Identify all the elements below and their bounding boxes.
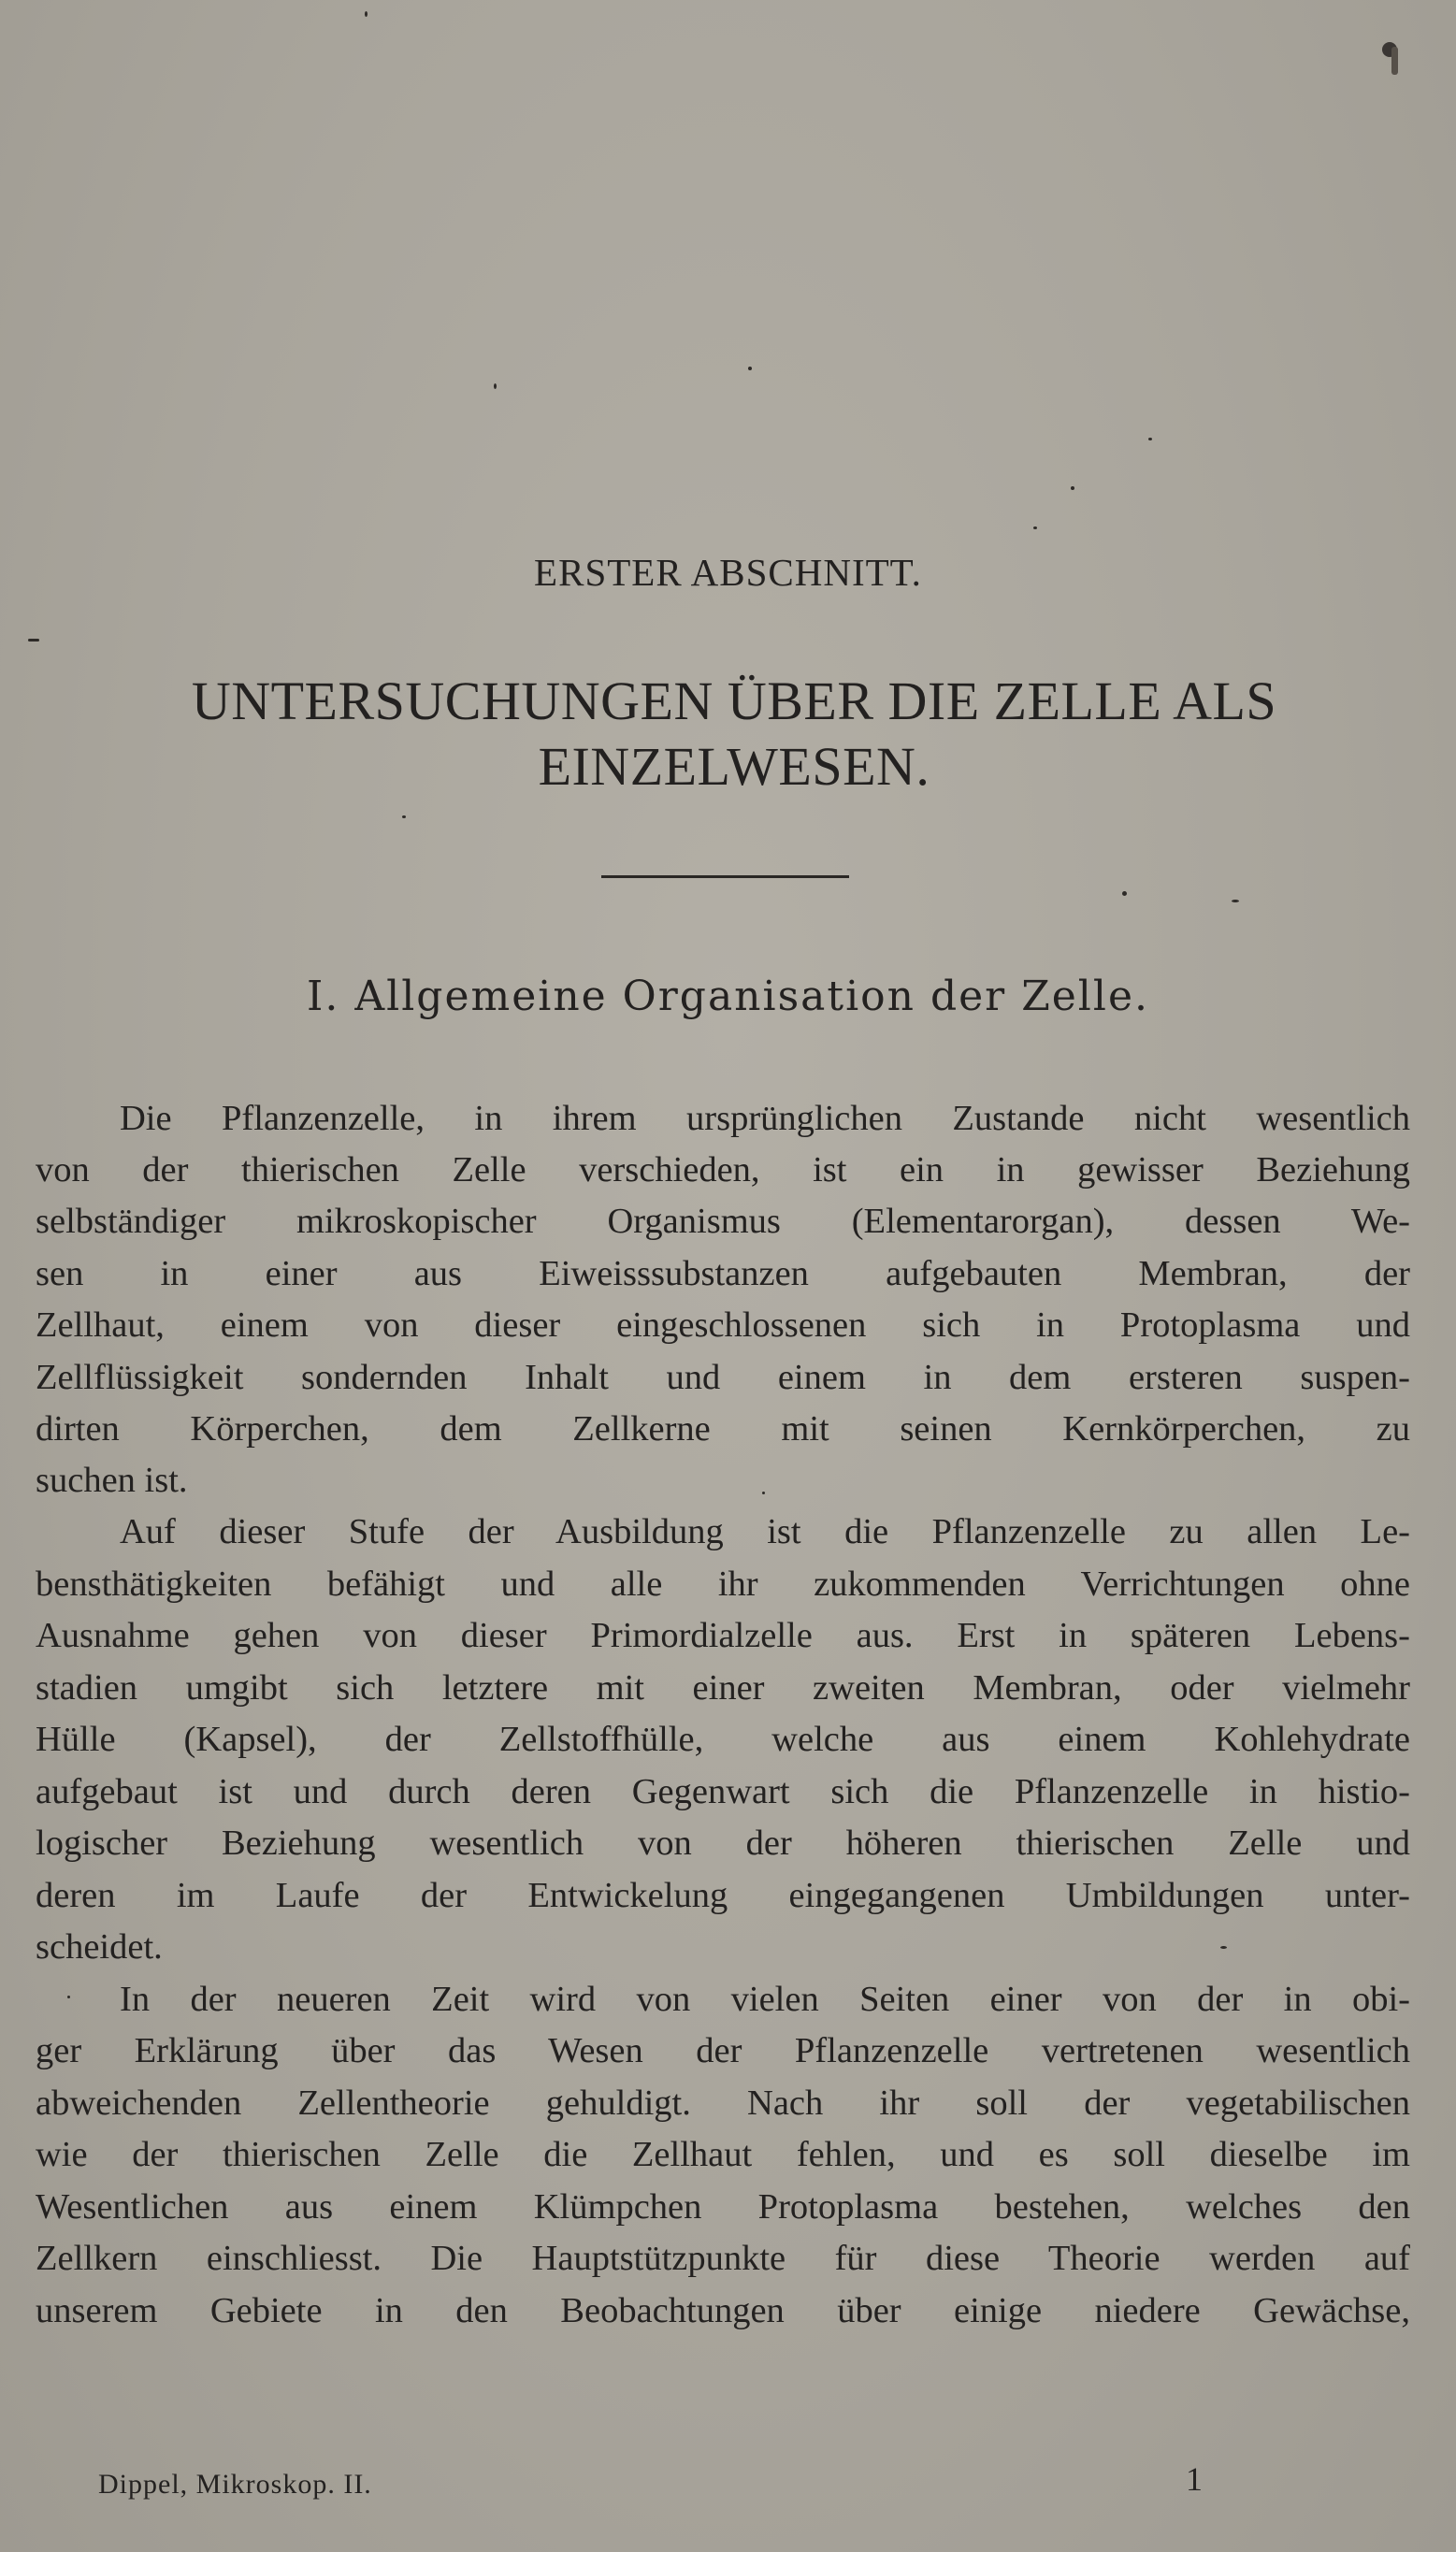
section-heading: I. Allgemeine Organisation der Zelle. (307, 973, 1149, 1020)
page-number: 1 (1186, 2460, 1203, 2498)
body-line: Auf dieser Stufe der Ausbildung ist die Pflanzenzelle zu allen Le- (120, 1512, 1410, 1551)
chapter-title-line-1: UNTERSUCHUNGEN ÜBER DIE ZELLE ALS (191, 670, 1277, 731)
body-line: stadien umgibt sich letztere mit einer zweiten Membran, oder vielmehr (36, 1668, 1410, 1708)
body-line: In der neueren Zeit wird von vielen Seiten einer von der in obi- (120, 1980, 1410, 2019)
body-line: Die Pflanzenzelle, in ihrem ursprünglichen Zustande nicht wesentlich (120, 1099, 1410, 1138)
section-label: ERSTER ABSCHNITT. (534, 551, 922, 594)
body-line: aufgebaut ist und durch deren Gegenwart sich die Pflanzenzelle in histio- (36, 1772, 1410, 1811)
body-line: dirten Körperchen, dem Zellkerne mit seinen Kernkörperchen, zu (36, 1409, 1410, 1449)
body-line: von der thierischen Zelle verschieden, ist ein in gewisser Beziehung (36, 1150, 1410, 1189)
body-line: logischer Beziehung wesentlich von der höheren thierischen Zelle und (36, 1824, 1410, 1863)
paper-speck (402, 815, 406, 818)
body-line: Zellhaut, einem von dieser eingeschlossenen sich in Protoplasma und (36, 1305, 1410, 1345)
paper-speck (67, 1996, 70, 1998)
paper-speck (1232, 900, 1239, 902)
paper-speck (1122, 891, 1127, 896)
body-line: deren im Laufe der Entwickelung eingegangenen Umbildungen unter- (36, 1876, 1410, 1915)
body-line: Ausnahme gehen von dieser Primordialzelle aus. Erst in späteren Lebens- (36, 1616, 1410, 1655)
body-line: unserem Gebiete in den Beobachtungen über einige niedere Gewächse, (36, 2291, 1410, 2330)
body-line: bensthätigkeiten befähigt und alle ihr zukommenden Verrichtungen ohne (36, 1564, 1410, 1604)
paper-speck (1148, 438, 1152, 440)
body-line: wie der thierischen Zelle die Zellhaut fehlen, und es soll dieselbe im (36, 2135, 1410, 2174)
body-line: ger Erklärung über das Wesen der Pflanzenzelle vertretenen wesentlich (36, 2031, 1410, 2070)
paper-speck (1391, 47, 1398, 75)
footer-author: Dippel, Mikroskop. II. (98, 2469, 372, 2500)
body-line: selbständiger mikroskopischer Organismus (Elementarorgan), dessen We- (36, 1202, 1410, 1241)
body-line: sen in einer aus Eiweisssubstanzen aufgebauten Membran, der (36, 1254, 1410, 1293)
paper-speck (1033, 526, 1037, 529)
body-line: Wesentlichen aus einem Klümpchen Protoplasma bestehen, welches den (36, 2187, 1410, 2227)
paper-speck (748, 367, 752, 370)
paper-speck (1071, 486, 1074, 490)
body-line: Zellflüssigkeit sondernden Inhalt und einem in dem ersteren suspen- (36, 1358, 1410, 1397)
chapter-title (150, 669, 1319, 800)
body-line: abweichenden Zellentheorie gehuldigt. Nach ihr soll der vegetabilischen (36, 2083, 1410, 2123)
chapter-title-line-2: EINZELWESEN. (538, 736, 930, 797)
paper-speck (28, 639, 39, 642)
body-line: scheidet. (36, 1927, 163, 1967)
body-line: suchen ist. (36, 1461, 188, 1500)
title-divider (601, 875, 849, 878)
body-line: Hülle (Kapsel), der Zellstoffhülle, welche aus einem Kohlehydrate (36, 1720, 1410, 1759)
paper-speck (365, 11, 368, 17)
paper-speck (494, 383, 497, 389)
body-line: Zellkern einschliesst. Die Hauptstützpunkte für diese Theorie werden auf (36, 2239, 1410, 2278)
